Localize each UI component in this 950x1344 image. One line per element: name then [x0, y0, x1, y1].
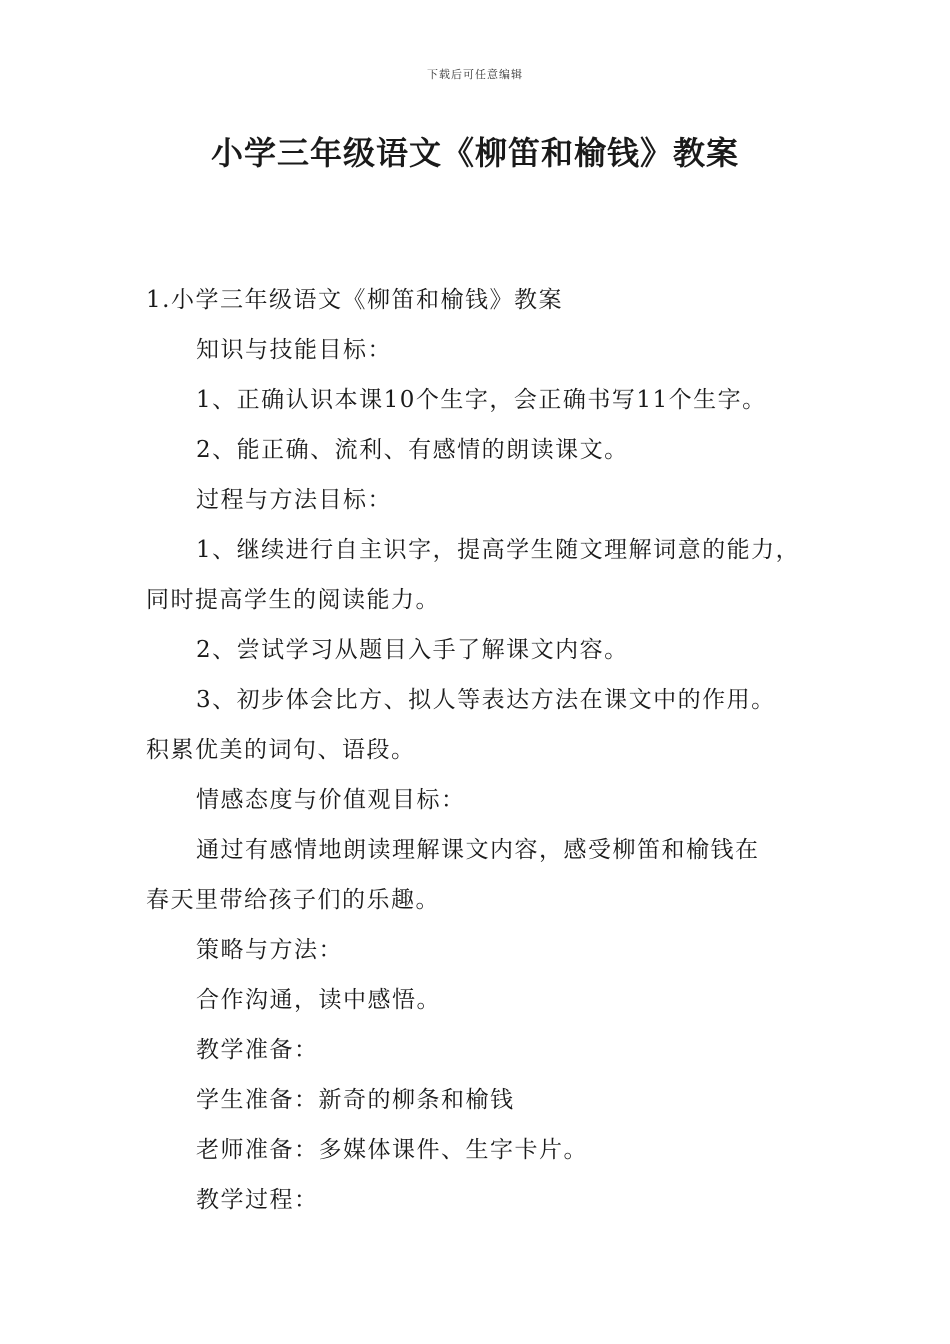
paragraph-line: 同时提高学生的阅读能力。 — [146, 587, 440, 613]
paragraph-line: 知识与技能目标： — [196, 337, 392, 363]
paragraph-line: 过程与方法目标： — [196, 487, 392, 513]
paragraph-line: 春天里带给孩子们的乐趣。 — [146, 887, 440, 913]
paragraph-line: 教学准备： — [196, 1037, 319, 1063]
paragraph-line: 教学过程： — [196, 1187, 319, 1213]
paragraph-line: 情感态度与价值观目标： — [196, 787, 466, 813]
paragraph-line: 策略与方法： — [196, 937, 343, 963]
paragraph-line: 通过有感情地朗读理解课文内容，感受柳笛和榆钱在 — [196, 837, 760, 863]
paragraph-line: 老师准备：多媒体课件、生字卡片。 — [196, 1137, 588, 1163]
paragraph-line: 3、初步体会比方、拟人等表达方法在课文中的作用。 — [196, 687, 776, 713]
document-body — [146, 280, 846, 1230]
paragraph-line: 2、能正确、流利、有感情的朗读课文。 — [196, 437, 629, 463]
section-heading: 1.小学三年级语文《柳笛和榆钱》教案 — [146, 287, 563, 313]
paragraph-line: 2、尝试学习从题目入手了解课文内容。 — [196, 637, 629, 663]
paragraph-line: 学生准备：新奇的柳条和榆钱 — [196, 1087, 515, 1113]
paragraph-line: 1、正确认识本课10个生字，会正确书写11个生字。 — [196, 387, 767, 413]
paragraph-line: 合作沟通，读中感悟。 — [196, 987, 441, 1013]
header-note: 下载后可任意编辑 — [427, 68, 523, 81]
document-title: 小学三年级语文《柳笛和榆钱》教案 — [210, 134, 739, 172]
paragraph-line: 积累优美的词句、语段。 — [146, 737, 416, 763]
paragraph-line: 1、继续进行自主识字，提高学生随文理解词意的能力， — [196, 537, 801, 563]
